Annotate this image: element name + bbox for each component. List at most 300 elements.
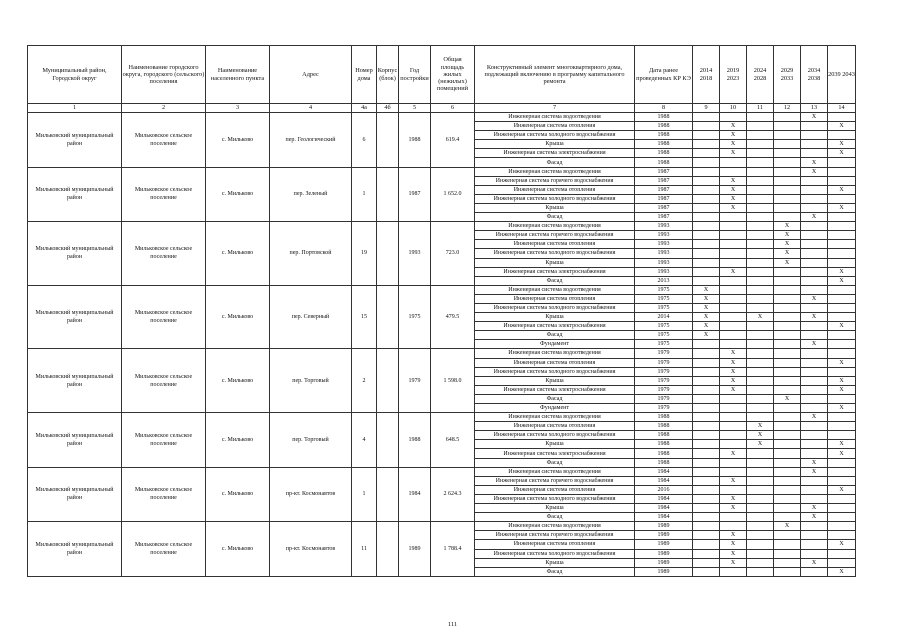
period-mark-cell [801,385,828,394]
repair-date-cell: 1975 [635,303,693,312]
period-mark-cell [828,313,856,322]
settlement-cell: Мильковское сельское поселение [122,413,206,468]
period-mark-cell: X [720,131,747,140]
column-number: 4 [270,104,352,113]
period-mark-cell [693,249,720,258]
period-mark-cell: X [774,231,801,240]
period-mark-cell [720,467,747,476]
house-number-cell: 15 [352,285,377,349]
period-mark-cell [693,449,720,458]
repair-date-cell: 1975 [635,322,693,331]
period-mark-cell [720,258,747,267]
period-mark-cell [774,404,801,413]
period-mark-cell: X [693,322,720,331]
period-mark-cell [693,113,720,122]
period-mark-cell [720,322,747,331]
element-name-cell: Фасад [475,213,635,222]
repair-date-cell: 1988 [635,131,693,140]
period-mark-cell: X [828,440,856,449]
period-mark-cell [693,513,720,522]
element-name-cell: Инженерная система электроснабжения [475,385,635,394]
period-mark-cell: X [801,313,828,322]
element-name-cell: Инженерная система холодного водоснабжения [475,303,635,312]
period-mark-cell [774,213,801,222]
period-mark-cell [747,394,774,403]
period-mark-cell: X [774,522,801,531]
period-mark-cell: X [720,531,747,540]
repair-date-cell: 1988 [635,158,693,167]
period-mark-cell: X [720,558,747,567]
period-mark-cell [693,558,720,567]
period-mark-cell [774,331,801,340]
period-mark-cell [801,358,828,367]
period-mark-cell [693,149,720,158]
element-name-cell: Инженерная система холодного водоснабжения [475,549,635,558]
period-mark-cell [774,176,801,185]
period-mark-cell [828,476,856,485]
municipality-cell: Мильковский муниципальный район [28,167,122,222]
period-mark-cell [801,440,828,449]
period-mark-cell [801,376,828,385]
house-number-cell: 19 [352,222,377,286]
period-mark-cell [693,140,720,149]
period-mark-cell [828,258,856,267]
header-address: Адрес [270,46,352,104]
element-name-cell: Фундамент [475,404,635,413]
period-mark-cell: X [693,331,720,340]
period-mark-cell [747,358,774,367]
period-mark-cell [720,249,747,258]
repair-date-cell: 1979 [635,376,693,385]
element-name-cell: Инженерная система электроснабжения [475,267,635,276]
period-mark-cell [693,504,720,513]
element-name-cell: Инженерная система водоотведения [475,222,635,231]
period-mark-cell: X [801,113,828,122]
period-mark-cell [801,303,828,312]
period-mark-cell: X [828,376,856,385]
year-built-cell: 1975 [399,285,431,349]
period-mark-cell: X [693,294,720,303]
period-mark-cell [720,313,747,322]
period-mark-cell: X [828,122,856,131]
element-name-cell: Фасад [475,513,635,522]
header-period: 2029 2033 [774,46,801,104]
element-name-cell: Фасад [475,158,635,167]
repair-program-table [27,45,856,577]
column-number: 2 [122,104,206,113]
period-mark-cell [747,213,774,222]
program-sheet [27,45,855,577]
repair-date-cell: 1988 [635,149,693,158]
period-mark-cell: X [747,313,774,322]
element-name-cell: Инженерная система водоотведения [475,167,635,176]
element-name-cell: Фасад [475,331,635,340]
locality-cell: с. Мильково [206,113,270,168]
element-name-cell: Крыша [475,504,635,513]
repair-date-cell: 1988 [635,440,693,449]
period-mark-cell [693,222,720,231]
address-cell: пр-кт. Космонавтов [270,522,352,577]
period-mark-cell: X [801,167,828,176]
municipality-cell: Мильковский муниципальный район [28,467,122,522]
period-mark-cell: X [720,358,747,367]
building-cell [377,285,399,349]
repair-date-cell: 1979 [635,358,693,367]
period-mark-cell [774,303,801,312]
element-name-cell: Инженерная система водоотведения [475,413,635,422]
element-name-cell: Инженерная система электроснабжения [475,322,635,331]
table-row [28,349,856,358]
element-name-cell: Фасад [475,458,635,467]
element-name-cell: Инженерная система отопления [475,422,635,431]
period-mark-cell [747,376,774,385]
building-cell [377,413,399,468]
period-mark-cell: X [720,203,747,212]
header-settlement: Наименование городского округа, городского (сельского) поселения [122,46,206,104]
year-built-cell: 1987 [399,167,431,222]
period-mark-cell [747,185,774,194]
table-row [28,113,856,122]
locality-cell: с. Мильково [206,467,270,522]
period-mark-cell: X [720,476,747,485]
element-name-cell: Крыша [475,313,635,322]
element-name-cell: Инженерная система отопления [475,240,635,249]
period-mark-cell: X [720,540,747,549]
element-name-cell: Инженерная система холодного водоснабжения [475,367,635,376]
repair-date-cell: 1989 [635,549,693,558]
header-period: 2019 2023 [720,46,747,104]
period-mark-cell [747,240,774,249]
period-mark-cell [720,222,747,231]
element-name-cell: Инженерная система холодного водоснабжения [475,194,635,203]
period-mark-cell: X [828,485,856,494]
header-period: 2034 2038 [801,46,828,104]
period-mark-cell [801,531,828,540]
period-mark-cell [774,494,801,503]
column-number: 3 [206,104,270,113]
period-mark-cell [747,513,774,522]
period-mark-cell [828,513,856,522]
repair-date-cell: 1975 [635,331,693,340]
period-mark-cell: X [801,504,828,513]
address-cell: пер. Портовской [270,222,352,286]
building-cell [377,349,399,413]
period-mark-cell: X [720,176,747,185]
period-mark-cell: X [720,385,747,394]
period-mark-cell [693,394,720,403]
period-mark-cell [693,213,720,222]
period-mark-cell [747,194,774,203]
header-repair-date: Дата ранее проведенных КР КЭ [635,46,693,104]
repair-date-cell: 1988 [635,449,693,458]
period-mark-cell: X [747,440,774,449]
header-element: Конструктивный элемент многоквартирного дома, подлежащий включению в программу капитального ремонта [475,46,635,104]
period-mark-cell [747,249,774,258]
element-name-cell: Инженерная система электроснабжения [475,149,635,158]
period-mark-cell [693,522,720,531]
element-name-cell: Крыша [475,203,635,212]
repair-date-cell: 1979 [635,404,693,413]
column-number: 11 [747,104,774,113]
table-row [28,413,856,422]
period-mark-cell [774,376,801,385]
period-mark-cell [720,440,747,449]
period-mark-cell [774,485,801,494]
period-mark-cell [747,404,774,413]
period-mark-cell [720,158,747,167]
period-mark-cell [801,140,828,149]
period-mark-cell [828,331,856,340]
repair-date-cell: 2013 [635,276,693,285]
repair-date-cell: 1987 [635,194,693,203]
period-mark-cell [693,131,720,140]
address-cell: пр-кт. Космонавтов [270,467,352,522]
area-cell: 1 652.0 [431,167,475,222]
period-mark-cell [774,349,801,358]
period-mark-cell [693,349,720,358]
period-mark-cell [747,540,774,549]
period-mark-cell: X [720,149,747,158]
period-mark-cell [801,394,828,403]
period-mark-cell: X [720,267,747,276]
repair-date-cell: 1979 [635,367,693,376]
period-mark-cell [774,431,801,440]
period-mark-cell [747,349,774,358]
period-mark-cell [693,422,720,431]
period-mark-cell: X [801,158,828,167]
period-mark-cell [774,285,801,294]
period-mark-cell: X [720,349,747,358]
period-mark-cell [774,504,801,513]
year-built-cell: 1993 [399,222,431,286]
period-mark-cell: X [693,303,720,312]
period-mark-cell: X [774,394,801,403]
period-mark-cell [828,240,856,249]
period-mark-cell [801,149,828,158]
period-mark-cell: X [801,458,828,467]
year-built-cell: 1988 [399,113,431,168]
period-mark-cell [774,113,801,122]
period-mark-cell [747,140,774,149]
period-mark-cell [693,485,720,494]
period-mark-cell [828,458,856,467]
period-mark-cell: X [828,385,856,394]
element-name-cell: Крыша [475,140,635,149]
period-mark-cell [693,176,720,185]
repair-date-cell: 1984 [635,476,693,485]
period-mark-cell [801,322,828,331]
period-mark-cell [693,358,720,367]
period-mark-cell: X [828,449,856,458]
period-mark-cell [747,267,774,276]
repair-date-cell: 1989 [635,531,693,540]
period-mark-cell: X [720,376,747,385]
period-mark-cell [828,231,856,240]
period-mark-cell [720,567,747,576]
period-mark-cell [801,422,828,431]
period-mark-cell [801,240,828,249]
period-mark-cell: X [828,203,856,212]
period-mark-cell: X [720,367,747,376]
period-mark-cell [747,449,774,458]
area-cell: 723.0 [431,222,475,286]
period-mark-cell [747,231,774,240]
period-mark-cell [801,176,828,185]
period-mark-cell [747,276,774,285]
repair-date-cell: 1988 [635,122,693,131]
element-name-cell: Инженерная система горячего водоснабжения [475,231,635,240]
repair-date-cell: 1989 [635,522,693,531]
period-mark-cell: X [720,504,747,513]
period-mark-cell [774,558,801,567]
address-cell: пер. Торговый [270,349,352,413]
period-mark-cell [774,413,801,422]
period-mark-cell [720,285,747,294]
house-number-cell: 1 [352,467,377,522]
period-mark-cell [801,549,828,558]
period-mark-cell [828,222,856,231]
period-mark-cell [747,549,774,558]
period-mark-cell [801,367,828,376]
repair-date-cell: 1984 [635,504,693,513]
period-mark-cell [747,522,774,531]
repair-date-cell: 1979 [635,394,693,403]
header-area: Общая площадь жилых (нежилых) помещений [431,46,475,104]
period-mark-cell: X [720,549,747,558]
period-mark-cell [720,422,747,431]
building-cell [377,222,399,286]
period-mark-cell: X [774,222,801,231]
period-mark-cell [774,531,801,540]
element-name-cell: Крыша [475,376,635,385]
period-mark-cell [720,276,747,285]
table-body [28,104,856,577]
period-mark-cell [774,203,801,212]
period-mark-cell [774,294,801,303]
house-number-cell: 11 [352,522,377,577]
element-name-cell: Инженерная система холодного водоснабжения [475,249,635,258]
period-mark-cell [693,413,720,422]
period-mark-cell [828,394,856,403]
header-period: 2014 2018 [693,46,720,104]
settlement-cell: Мильковское сельское поселение [122,285,206,349]
page-number: 111 [447,621,458,628]
repair-date-cell: 1979 [635,349,693,358]
locality-cell: с. Мильково [206,285,270,349]
repair-date-cell: 1984 [635,467,693,476]
period-mark-cell [774,185,801,194]
period-mark-cell [693,440,720,449]
period-mark-cell [693,467,720,476]
period-mark-cell [720,167,747,176]
settlement-cell: Мильковское сельское поселение [122,113,206,168]
address-cell: пер. Зеленый [270,167,352,222]
period-mark-cell [693,385,720,394]
repair-date-cell: 1989 [635,558,693,567]
table-row [28,222,856,231]
period-mark-cell [720,213,747,222]
column-number: 12 [774,104,801,113]
element-name-cell: Инженерная система холодного водоснабжения [475,131,635,140]
period-mark-cell [774,149,801,158]
address-cell: пер. Северный [270,285,352,349]
column-number: 10 [720,104,747,113]
area-cell: 479.5 [431,285,475,349]
column-number: 5 [399,104,431,113]
period-mark-cell: X [801,467,828,476]
period-mark-cell [693,231,720,240]
period-mark-cell [747,331,774,340]
period-mark-cell: X [801,413,828,422]
element-name-cell: Инженерная система водоотведения [475,285,635,294]
period-mark-cell: X [720,185,747,194]
period-mark-cell [801,203,828,212]
period-mark-cell [747,258,774,267]
period-mark-cell [774,358,801,367]
repair-date-cell: 1993 [635,249,693,258]
period-mark-cell: X [693,313,720,322]
period-mark-cell [774,367,801,376]
table-row [28,285,856,294]
column-number: 8 [635,104,693,113]
period-mark-cell [828,113,856,122]
period-mark-cell [801,349,828,358]
element-name-cell: Инженерная система холодного водоснабжения [475,494,635,503]
period-mark-cell [801,476,828,485]
period-mark-cell [774,540,801,549]
period-mark-cell: X [828,404,856,413]
locality-cell: с. Мильково [206,522,270,577]
period-mark-cell [774,167,801,176]
period-mark-cell [720,413,747,422]
period-mark-cell [747,367,774,376]
repair-date-cell: 1988 [635,413,693,422]
area-cell: 1 598.0 [431,349,475,413]
building-cell [377,467,399,522]
period-mark-cell [747,485,774,494]
period-mark-cell [693,203,720,212]
period-mark-cell [774,467,801,476]
year-built-cell: 1988 [399,413,431,468]
period-mark-cell [693,167,720,176]
period-mark-cell [720,394,747,403]
period-mark-cell [828,558,856,567]
settlement-cell: Мильковское сельское поселение [122,167,206,222]
area-cell: 2 624.3 [431,467,475,522]
period-mark-cell [828,294,856,303]
element-name-cell: Инженерная система водоотведения [475,113,635,122]
period-mark-cell [828,531,856,540]
element-name-cell: Инженерная система горячего водоснабжения [475,476,635,485]
period-mark-cell [747,385,774,394]
element-name-cell: Крыша [475,558,635,567]
period-mark-cell: X [801,513,828,522]
period-mark-cell [693,276,720,285]
house-number-cell: 4 [352,413,377,468]
period-mark-cell [801,194,828,203]
repair-date-cell: 1988 [635,431,693,440]
period-mark-cell: X [828,540,856,549]
period-mark-cell [828,131,856,140]
element-name-cell: Инженерная система водоотведения [475,349,635,358]
period-mark-cell [801,485,828,494]
period-mark-cell [720,340,747,349]
period-mark-cell [828,522,856,531]
repair-date-cell: 1984 [635,513,693,522]
period-mark-cell [774,385,801,394]
repair-date-cell: 1987 [635,167,693,176]
table-row [28,167,856,176]
